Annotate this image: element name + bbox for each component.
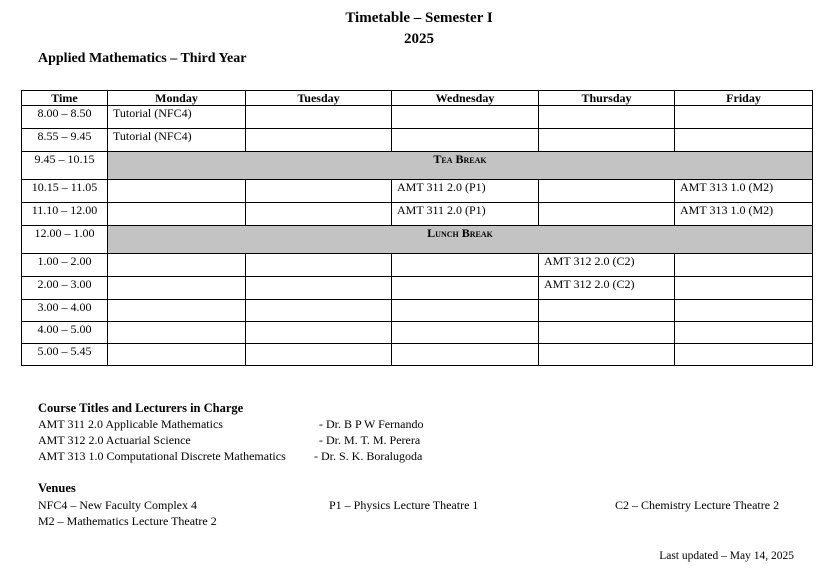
friday-cell	[675, 300, 813, 322]
tuesday-cell	[246, 203, 392, 226]
thursday-cell	[539, 203, 675, 226]
thursday-cell: AMT 312 2.0 (C2)	[539, 254, 675, 277]
time-slot: 4.00 – 5.00	[22, 322, 108, 344]
last-updated: Last updated – May 14, 2025	[659, 550, 794, 562]
tuesday-cell	[246, 106, 392, 129]
monday-cell	[108, 277, 246, 300]
table-row	[22, 106, 813, 129]
thursday-cell	[539, 180, 675, 203]
thursday-cell: AMT 312 2.0 (C2)	[539, 277, 675, 300]
course-title: AMT 312 2.0 Actuarial Science	[38, 433, 191, 447]
tuesday-cell	[246, 254, 392, 277]
monday-cell	[108, 203, 246, 226]
wednesday-cell	[392, 129, 539, 152]
time-slot: 10.15 – 11.05	[22, 180, 108, 203]
course-lecturer: - Dr. M. T. M. Perera	[319, 433, 421, 447]
timetable-grid	[21, 90, 813, 366]
monday-cell	[108, 254, 246, 277]
friday-cell	[675, 106, 813, 129]
friday-cell	[675, 254, 813, 277]
monday-cell	[108, 344, 246, 366]
wednesday-cell	[392, 344, 539, 366]
venue-item: C2 – Chemistry Lecture Theatre 2	[615, 498, 780, 512]
column-header-wednesday: Wednesday	[392, 91, 539, 106]
break-row	[22, 226, 813, 254]
time-slot: 12.00 – 1.00	[22, 226, 108, 254]
time-slot: 3.00 – 4.00	[22, 300, 108, 322]
wednesday-cell	[392, 322, 539, 344]
header-row	[22, 91, 813, 106]
time-slot: 9.45 – 10.15	[22, 152, 108, 180]
friday-cell: AMT 313 1.0 (M2)	[675, 203, 813, 226]
timetable-title: Timetable – Semester I	[345, 10, 493, 26]
lunch-break-cell: Lunch Break	[108, 226, 813, 254]
table-row	[22, 277, 813, 300]
tuesday-cell	[246, 344, 392, 366]
venue-item: M2 – Mathematics Lecture Theatre 2	[38, 514, 217, 528]
column-header-friday: Friday	[675, 91, 813, 106]
thursday-cell	[539, 106, 675, 129]
monday-cell: Tutorial (NFC4)	[108, 129, 246, 152]
time-slot: 5.00 – 5.45	[22, 344, 108, 366]
friday-cell: AMT 313 1.0 (M2)	[675, 180, 813, 203]
time-slot: 11.10 – 12.00	[22, 203, 108, 226]
tuesday-cell	[246, 322, 392, 344]
venues-heading: Venues	[38, 481, 76, 495]
friday-cell	[675, 277, 813, 300]
courses-heading: Course Titles and Lecturers in Charge	[38, 401, 244, 415]
tuesday-cell	[246, 129, 392, 152]
wednesday-cell	[392, 300, 539, 322]
column-header-tuesday: Tuesday	[246, 91, 392, 106]
tuesday-cell	[246, 180, 392, 203]
wednesday-cell	[392, 254, 539, 277]
column-header-thursday: Thursday	[539, 91, 675, 106]
thursday-cell	[539, 344, 675, 366]
tuesday-cell	[246, 300, 392, 322]
wednesday-cell	[392, 277, 539, 300]
column-header-monday: Monday	[108, 91, 246, 106]
table-row	[22, 300, 813, 322]
time-slot: 8.00 – 8.50	[22, 106, 108, 129]
table-row	[22, 129, 813, 152]
tea-break-cell: Tea Break	[108, 152, 813, 180]
table-row	[22, 203, 813, 226]
time-slot: 2.00 – 3.00	[22, 277, 108, 300]
column-header-time: Time	[22, 91, 108, 106]
thursday-cell	[539, 322, 675, 344]
thursday-cell	[539, 300, 675, 322]
timetable-year: 2025	[404, 31, 434, 47]
wednesday-cell	[392, 106, 539, 129]
course-title: AMT 313 1.0 Computational Discrete Mathematics	[38, 449, 286, 463]
break-row	[22, 152, 813, 180]
monday-cell	[108, 180, 246, 203]
monday-cell: Tutorial (NFC4)	[108, 106, 246, 129]
venue-item: NFC4 – New Faculty Complex 4	[38, 498, 197, 512]
time-slot: 8.55 – 9.45	[22, 129, 108, 152]
monday-cell	[108, 322, 246, 344]
friday-cell	[675, 344, 813, 366]
time-slot: 1.00 – 2.00	[22, 254, 108, 277]
course-lecturer: - Dr. B P W Fernando	[319, 417, 424, 431]
course-lecturer: - Dr. S. K. Boralugoda	[314, 449, 423, 463]
wednesday-cell: AMT 311 2.0 (P1)	[392, 203, 539, 226]
venue-item: P1 – Physics Lecture Theatre 1	[329, 498, 479, 512]
wednesday-cell: AMT 311 2.0 (P1)	[392, 180, 539, 203]
program-subtitle: Applied Mathematics – Third Year	[38, 51, 247, 66]
table-row	[22, 322, 813, 344]
friday-cell	[675, 129, 813, 152]
thursday-cell	[539, 129, 675, 152]
table-row	[22, 344, 813, 366]
course-title: AMT 311 2.0 Applicable Mathematics	[38, 417, 223, 431]
friday-cell	[675, 322, 813, 344]
table-row	[22, 180, 813, 203]
table-row	[22, 254, 813, 277]
monday-cell	[108, 300, 246, 322]
tuesday-cell	[246, 277, 392, 300]
